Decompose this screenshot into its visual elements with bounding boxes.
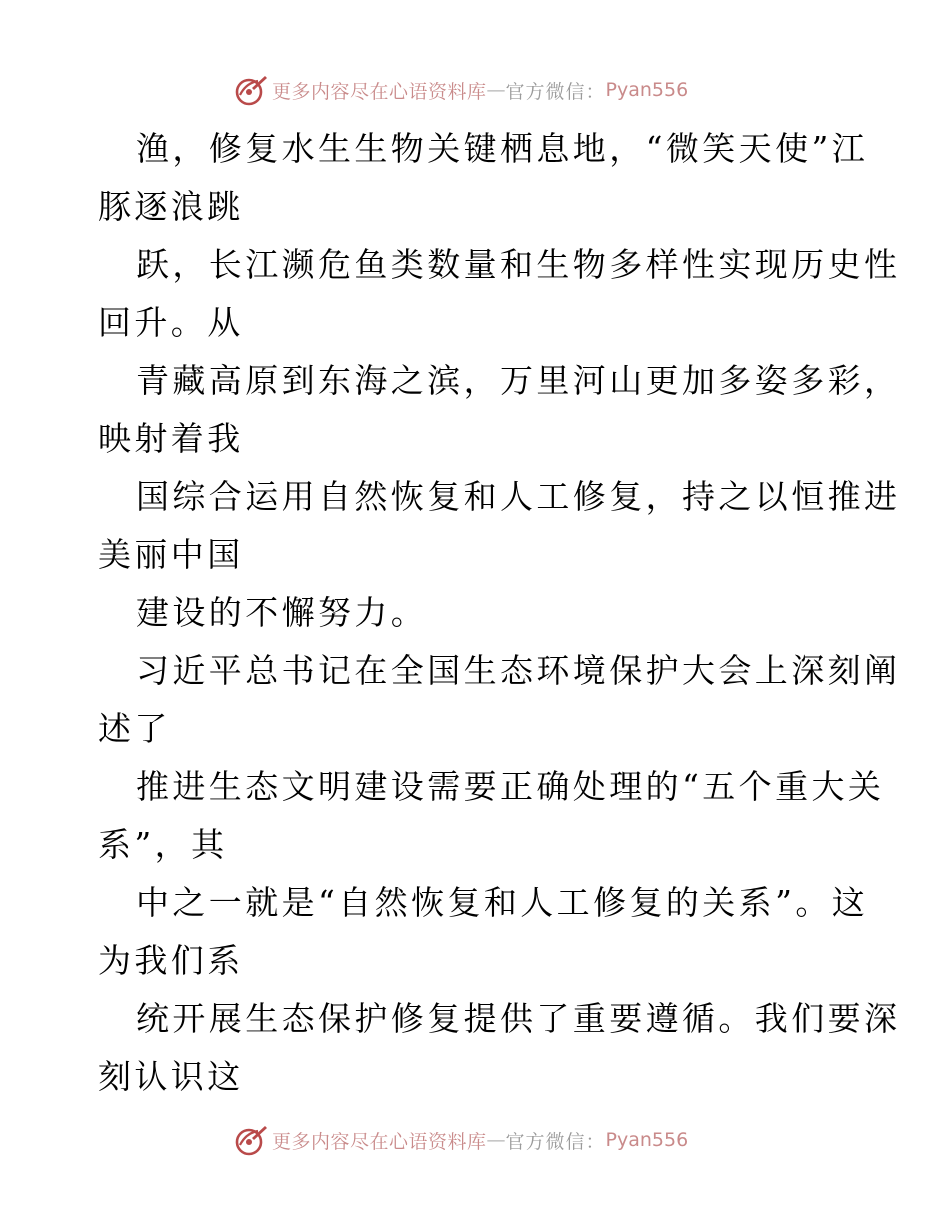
text-line: 青藏高原到东海之滨，万里河山更加多姿多彩， [136,361,901,400]
watermark-account: Pyan556 [605,1129,689,1151]
text-line: 跃，长江濒危鱼类数量和生物多样性实现历史性 [136,245,901,284]
text-line: 推进生态文明建设需要正确处理的“五个重大关 [136,767,885,806]
pen-logo-icon [234,73,268,107]
text-line: 系”，其 [98,825,228,864]
watermark-label: 官方微信： [505,80,606,103]
text-line: 国综合运用自然恢复和人工修复，持之以恒推进 [136,477,901,516]
text-line: 美丽中国 [98,535,244,574]
document-body [98,120,901,1106]
text-line: 渔，修复水生生物关键栖息地，“微笑天使”江 [136,129,869,168]
text-line: 豚逐浪跳 [98,187,244,226]
text-line: 回升。从 [98,303,244,342]
watermark-label: 官方微信： [505,1130,606,1153]
footer-watermark [234,1122,688,1158]
watermark-brand: 更多内容尽在心语资料库 [272,1130,487,1153]
watermark-account: Pyan556 [605,79,689,101]
text-line: 统开展生态保护修复提供了重要遵循。我们要深 [136,999,901,1038]
text-line: 建设的不懈努力。 [136,593,428,632]
header-watermark [234,72,688,108]
text-line: 刻认识这 [98,1057,244,1096]
text-line: 习近平总书记在全国生态环境保护大会上深刻阐 [136,651,901,690]
text-line: 为我们系 [98,941,244,980]
text-line: 述了 [98,709,171,748]
watermark-brand: 更多内容尽在心语资料库 [272,80,487,103]
text-line: 映射着我 [98,419,244,458]
watermark-separator: — [486,1129,506,1151]
text-line: 中之一就是“自然恢复和人工修复的关系”。这 [136,883,869,922]
watermark-separator: — [486,79,506,101]
pen-logo-icon [234,1123,268,1157]
